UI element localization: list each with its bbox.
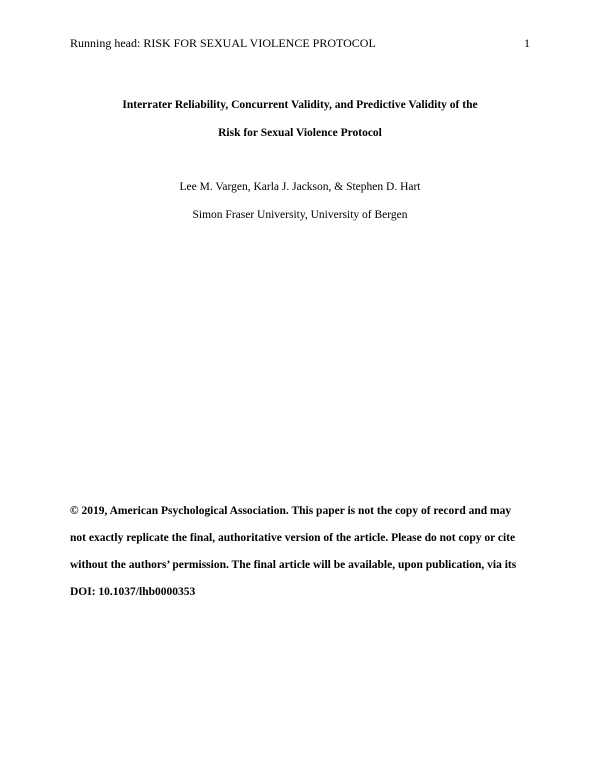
copyright-notice-line-2: not exactly replicate the final, authoritative version of the article. Please do not copy or cite — [70, 532, 516, 544]
page-number: 1 — [524, 36, 530, 50]
paper-title-line-1: Interrater Reliability, Concurrent Validity, and Predictive Validity of the — [122, 99, 478, 111]
copyright-notice-line-1: © 2019, American Psychological Association. This paper is not the copy of record and may — [70, 505, 512, 517]
copyright-notice-line-4: DOI: 10.1037/lhb0000353 — [70, 586, 196, 598]
affiliation: Simon Fraser University, University of Bergen — [192, 209, 408, 221]
copyright-notice-line-3: without the authors’ permission. The final article will be available, upon publication, via its — [70, 559, 517, 571]
author-list: Lee M. Vargen, Karla J. Jackson, & Stephen D. Hart — [179, 181, 421, 193]
running-head: Running head: RISK FOR SEXUAL VIOLENCE PROTOCOL — [70, 36, 376, 50]
paper-title-line-2: Risk for Sexual Violence Protocol — [218, 127, 382, 139]
